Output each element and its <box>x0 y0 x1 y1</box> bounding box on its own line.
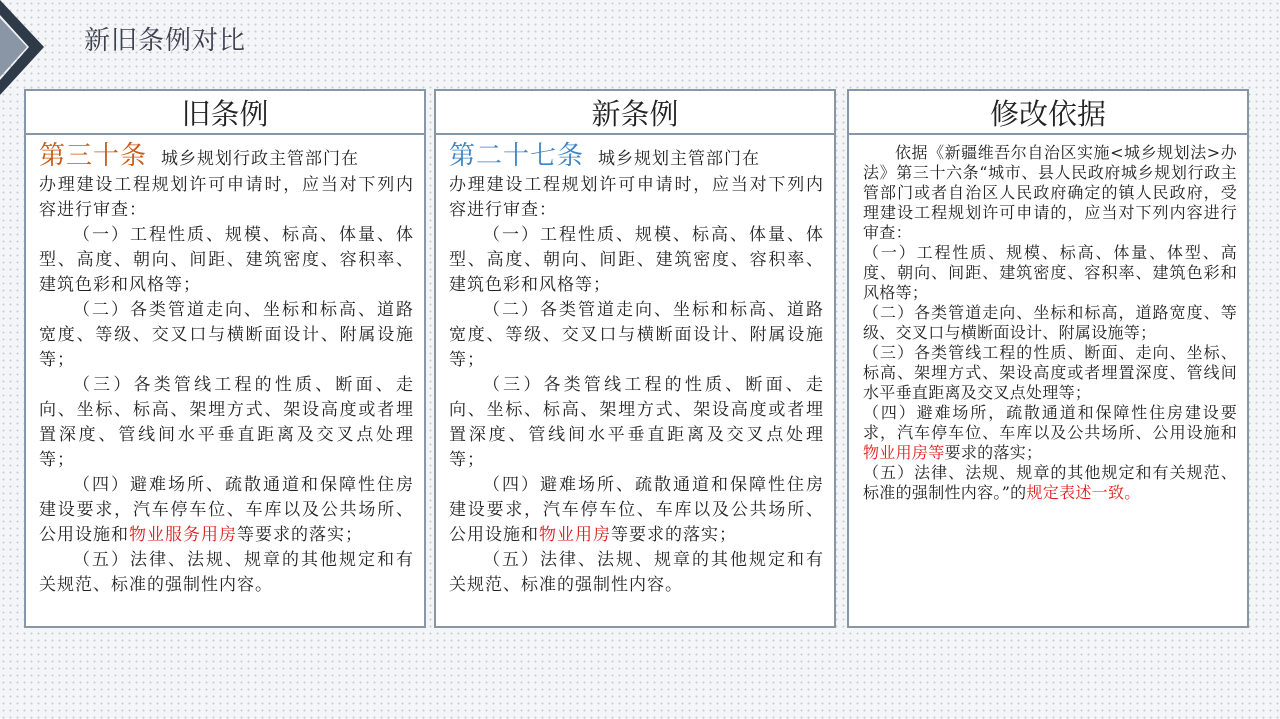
old-regulation-panel <box>24 89 426 628</box>
new-item-1: （一）工程性质、规模、标高、体量、体型、高度、朝向、间距、建筑密度、容积率、建筑色彩和风格等； <box>449 225 824 295</box>
basis-item-3: （三）各类管线工程的性质、断面、走向、坐标、标高、架埋方式、架设高度或者埋置深度、管线间水平垂直距离及交叉点处理等； <box>863 343 1237 402</box>
basis-item-5 <box>863 463 1237 503</box>
new-item-2: （二）各类管道走向、坐标和标高、道路宽度、等级、交叉口与横断面设计、附属设施等； <box>449 300 824 370</box>
new-article-lead-continued: 办理建设工程规划许可申请时，应当对下列内容进行审查： <box>449 175 824 220</box>
new-article-number: 第二十七条 <box>449 141 585 171</box>
new-item-4 <box>449 473 824 548</box>
basis-intro: 依据《新疆维吾尔自治区实施<城乡规划法>办法》第三十六条“城市、县人民政府城乡规划行政主管部门或者自治区人民政府确定的镇人民政府，受理建设工程规划许可申请的，应当对下列内容进行审查： <box>863 143 1237 242</box>
new-item-3: （三）各类管线工程的性质、断面、走向、坐标、标高、架埋方式、架设高度或者埋置深度、管线间水平垂直距离及交叉点处理等； <box>449 375 824 470</box>
old-item-5: （五）法律、法规、规章的其他规定和有关规范、标准的强制性内容。 <box>39 550 414 595</box>
old-item-4-tail: 等要求的落实； <box>237 525 363 545</box>
old-item-4-highlight: 物业服务用房 <box>129 525 237 545</box>
basis-item-5-text: （五）法律、法规、规章的其他规定和有关规范、标准的强制性内容。”的 <box>863 463 1237 502</box>
old-item-2: （二）各类管道走向、坐标和标高、道路宽度、等级、交叉口与横断面设计、附属设施等； <box>39 300 414 370</box>
old-item-3: （三）各类管线工程的性质、断面、走向、坐标、标高、架埋方式、架设高度或者埋置深度、管线间水平垂直距离及交叉点处理等； <box>39 375 414 470</box>
new-regulation-header: 新条例 <box>436 91 834 135</box>
new-item-4-highlight: 物业用房 <box>539 525 611 545</box>
old-article-lead: 城乡规划行政主管部门在 <box>161 149 360 169</box>
basis-item-1: （一）工程性质、规模、标高、体量、体型、高度、朝向、间距、建筑密度、容积率、建筑色彩和风格等； <box>863 243 1237 302</box>
amendment-basis-panel <box>847 89 1249 628</box>
new-regulation-body <box>436 135 834 598</box>
amendment-basis-header: 修改依据 <box>849 91 1247 135</box>
basis-item-5-highlight: 规定表述一致。 <box>1026 483 1141 502</box>
old-item-4-text: （四）避难场所、疏散通道和保障性住房建设要求，汽车停车位、车库以及公共场所、公用设施和 <box>39 475 414 545</box>
new-article-heading <box>449 142 824 173</box>
new-article-lead: 城乡规划主管部门在 <box>598 149 761 169</box>
page-title: 新旧条例对比 <box>84 26 247 56</box>
old-regulation-header: 旧条例 <box>26 91 424 135</box>
new-item-4-text: （四）避难场所、疏散通道和保障性住房建设要求，汽车停车位、车库以及公共场所、公用设施和 <box>449 475 824 545</box>
basis-item-4-text: （四）避难场所，疏散通道和保障性住房建设要求，汽车停车位、车库以及公共场所、公用设施和 <box>863 403 1237 442</box>
chevron-icon <box>0 0 60 95</box>
old-item-4 <box>39 473 414 548</box>
basis-item-4-tail: 要求的落实； <box>944 443 1043 462</box>
old-item-1: （一）工程性质、规模、标高、体量、体型、高度、朝向、间距、建筑密度、容积率、建筑色彩和风格等； <box>39 225 414 295</box>
new-regulation-panel <box>434 89 836 628</box>
old-article-lead-continued: 办理建设工程规划许可申请时，应当对下列内容进行审查： <box>39 175 414 220</box>
old-article-heading <box>39 142 414 173</box>
new-item-5: （五）法律、法规、规章的其他规定和有关规范、标准的强制性内容。 <box>449 550 824 595</box>
amendment-basis-body <box>849 135 1247 503</box>
old-article-number: 第三十条 <box>39 141 148 171</box>
old-regulation-body <box>26 135 424 598</box>
basis-item-4 <box>863 403 1237 463</box>
basis-item-4-highlight: 物业用房等 <box>863 443 945 462</box>
new-item-4-tail: 等要求的落实； <box>611 525 737 545</box>
basis-item-2: （二）各类管道走向、坐标和标高，道路宽度、等级、交叉口与横断面设计、附属设施等； <box>863 303 1237 342</box>
